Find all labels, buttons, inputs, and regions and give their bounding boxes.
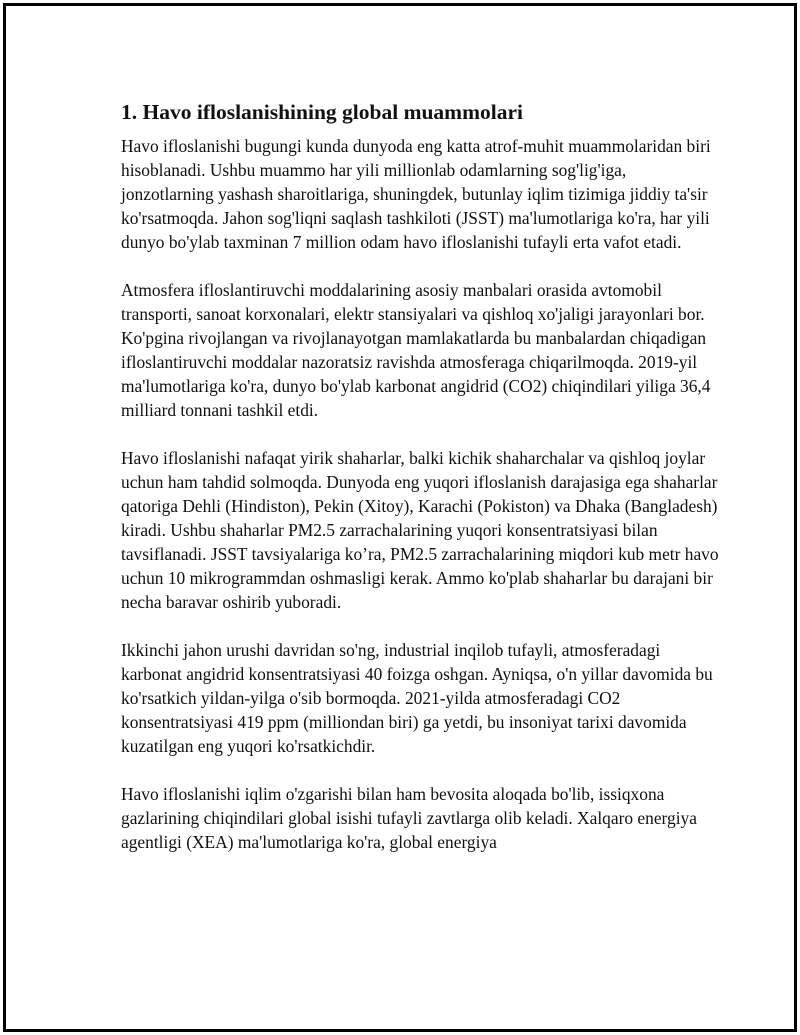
document-body <box>121 98 721 878</box>
paragraph-1: Havo ifloslanishi bugungi kunda dunyoda eng katta atrof-muhit muammolaridan biri hisoblanadi. Ushbu muammo har yili millionlab odamlarning sog'lig'iga, jonzotlarning yashash sharoitlariga, shuningdek, butunlay iqlim tizimiga jiddiy ta'sir ko'rsatmoqda. Jahon sog'liqni saqlash tashkiloti (JSST) ma'lumotlariga ko'ra, har yili dunyo bo'ylab taxminan 7 million odam havo ifloslanishi tufayli erta vafot etadi. <box>121 136 711 252</box>
paragraph-4: Ikkinchi jahon urushi davridan so'ng, industrial inqilob tufayli, atmosferadagi karbonat angidrid konsentratsiyasi 40 foizga oshgan. Ayniqsa, o'n yillar davomida bu ko'rsatkich yildan-yilga o'sib bormoqda. 2021-yilda atmosferadagi CO2 konsentratsiyasi 419 ppm (milliondan biri) ga yetdi, bu insoniyat tarixi davomida kuzatilgan eng yuqori ko'rsatkichdir. <box>121 640 713 756</box>
page-frame <box>3 3 797 1032</box>
paragraph-2: Atmosfera ifloslantiruvchi moddalarining asosiy manbalari orasida avtomobil transporti, sanoat korxonalari, elektr stansiyalari va qishloq xo'jaligi jarayonlari bor. Ko'pgina rivojlangan va rivojlanayotgan mamlakatlarda bu manbalardan chiqadigan ifloslantiruvchi moddalar nazoratsiz ravishda atmosferaga chiqarilmoqda. 2019-yil ma'lumotlariga ko'ra, dunyo bo'ylab karbonat angidrid (CO2) chiqindilari yiliga 36,4 milliard tonnani tashkil etdi. <box>121 280 711 420</box>
section-heading: 1. Havo ifloslanishining global muammolari <box>121 100 523 124</box>
paragraph-3: Havo ifloslanishi nafaqat yirik shaharlar, balki kichik shaharchalar va qishloq joylar uchun ham tahdid solmoqda. Dunyoda eng yuqori ifloslanish darajasiga ega shaharlar qatoriga Dehli (Hindiston), Pekin (Xitoy), Karachi (Pokiston) va Dhaka (Bangladesh) kiradi. Ushbu shaharlar PM2.5 zarrachalarining yuqori konsentratsiyasi bilan tavsiflanadi. JSST tavsiyalariga ko’ra, PM2.5 zarrachalarining miqdori kub metr havo uchun 10 mikrogrammdan oshmasligi kerak. Ammo ko'plab shaharlar bu darajani bir necha baravar oshirib yuboradi. <box>121 448 719 612</box>
paragraph-5: Havo ifloslanishi iqlim o'zgarishi bilan ham bevosita aloqada bo'lib, issiqxona gazlarining chiqindilari global isishi tufayli zavtlarga olib keladi. Xalqaro energiya agentligi (XEA) ma'lumotlariga ko'ra, global energiya <box>121 784 697 852</box>
